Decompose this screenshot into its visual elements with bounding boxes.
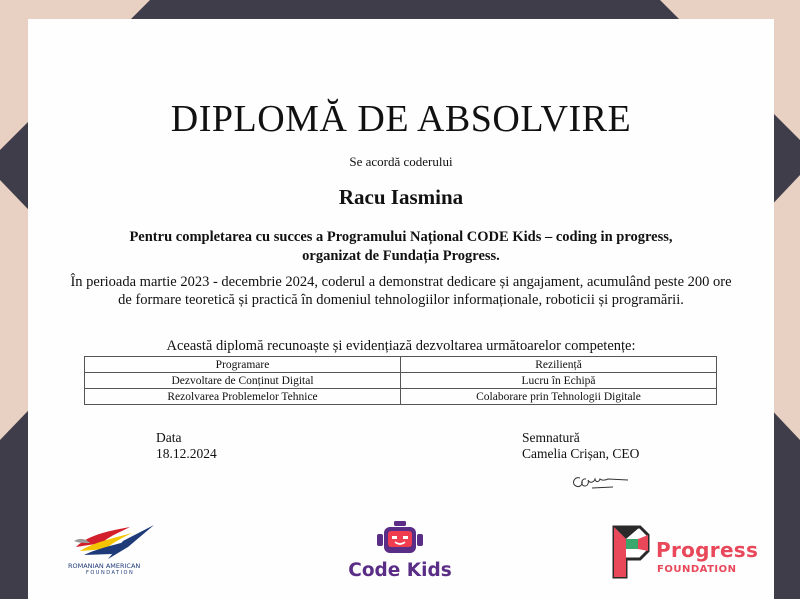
period-statement: În perioada martie 2023 - decembrie 2024, coderul a demonstrat dedicare și angajament, acumulând peste 200 ore de formare teoretică și practică în domeniul tehnologiilor informaționale, roboticii și programării. xyxy=(70,274,732,308)
table-row xyxy=(85,357,717,373)
code-kids-logo xyxy=(340,519,460,589)
skill-cell: Colaborare prin Tehnologii Digitale xyxy=(401,389,717,405)
romanian-american-foundation-logo xyxy=(68,521,158,581)
progress-foundation-logo xyxy=(610,523,780,583)
table-row xyxy=(85,389,717,405)
raf-name-line2: FOUNDATION xyxy=(86,570,135,576)
skills-table xyxy=(84,356,717,405)
signature-label: Semnatură xyxy=(522,430,580,445)
awarded-to-label: Se acordă coderului xyxy=(349,154,453,169)
signature-block xyxy=(522,430,639,462)
recipient-name: Racu Iasmina xyxy=(338,185,464,209)
decor-side-right xyxy=(770,175,800,440)
code-kids-wordmark: Code Kids xyxy=(348,560,452,581)
certificate-paper xyxy=(28,19,774,599)
skill-cell: Lucru în Echipă xyxy=(401,373,717,389)
table-row xyxy=(85,373,717,389)
skill-cell: Programare xyxy=(85,357,401,373)
raf-emblem-icon xyxy=(68,521,158,563)
progress-wordmark: Progress xyxy=(656,538,759,562)
robot-head-icon xyxy=(340,519,460,561)
program-statement: Pentru completarea cu succes a Programului Național CODE Kids – coding in progress, organizat de Fundația Progress. xyxy=(129,229,673,264)
certificate-title: DIPLOMĂ DE ABSOLVIRE xyxy=(170,98,632,140)
date-value: 18.12.2024 xyxy=(156,446,217,461)
progress-foundation-label: FOUNDATION xyxy=(657,564,737,575)
signatory-name: Camelia Crișan, CEO xyxy=(522,446,640,461)
decor-side-left xyxy=(0,180,30,440)
skill-cell: Rezolvarea Problemelor Tehnice xyxy=(85,389,401,405)
skill-cell: Dezvoltare de Conținut Digital xyxy=(85,373,401,389)
skill-cell: Reziliență xyxy=(401,357,717,373)
date-block xyxy=(156,430,217,462)
date-label: Data xyxy=(156,430,182,445)
raf-name-line1: ROMANIAN AMERICAN xyxy=(68,562,141,570)
skills-intro: Această diplomă recunoaște și evidențiază dezvoltarea următoarelor competențe: xyxy=(166,338,636,354)
progress-p-icon xyxy=(610,523,652,581)
handwritten-signature xyxy=(568,470,658,492)
